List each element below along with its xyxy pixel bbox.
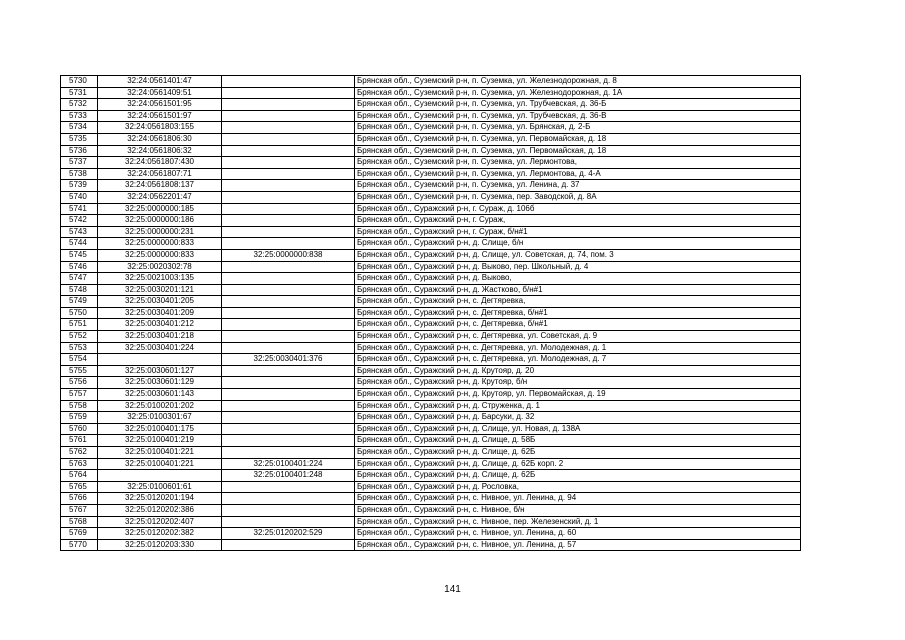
address-cell: Брянская обл., Суражский р-н, с. Нивное, ул. Ленина, д. 94	[355, 493, 801, 505]
table-row	[61, 145, 801, 157]
table-row	[61, 458, 801, 470]
address-cell: Брянская обл., Суражский р-н, д. Рословка,	[355, 481, 801, 493]
linked-cadastral-number-cell	[222, 447, 355, 459]
row-number-cell: 5755	[61, 365, 98, 377]
table-row	[61, 284, 801, 296]
cadastral-number-cell: 32:25:0000000:231	[98, 226, 222, 238]
row-number-cell: 5739	[61, 180, 98, 192]
cadastral-number-cell: 32:25:0120202:407	[98, 516, 222, 528]
table-row	[61, 99, 801, 111]
cadastral-number-cell: 32:25:0020302:78	[98, 261, 222, 273]
linked-cadastral-number-cell	[222, 157, 355, 169]
row-number-cell: 5730	[61, 76, 98, 88]
address-cell: Брянская обл., Суражский р-н, д. Выково,	[355, 273, 801, 285]
address-cell: Брянская обл., Суражский р-н, с. Дегтяревка, ул. Молодежная, д. 7	[355, 354, 801, 366]
linked-cadastral-number-cell	[222, 516, 355, 528]
address-cell: Брянская обл., Суражский р-н, д. Крутояр, б/н	[355, 377, 801, 389]
table-row	[61, 412, 801, 424]
registry-table	[60, 75, 801, 551]
cadastral-number-cell: 32:24:0561501:97	[98, 110, 222, 122]
table-row	[61, 157, 801, 169]
linked-cadastral-number-cell	[222, 215, 355, 227]
table-row	[61, 168, 801, 180]
row-number-cell: 5732	[61, 99, 98, 111]
table-row	[61, 307, 801, 319]
row-number-cell: 5751	[61, 319, 98, 331]
table-row	[61, 539, 801, 551]
address-cell: Брянская обл., Суражский р-н, д. Барсуки, д. 32	[355, 412, 801, 424]
linked-cadastral-number-cell	[222, 122, 355, 134]
table-row	[61, 273, 801, 285]
row-number-cell: 5766	[61, 493, 98, 505]
cadastral-number-cell: 32:24:0561401:47	[98, 76, 222, 88]
cadastral-number-cell: 32:25:0000000:185	[98, 203, 222, 215]
row-number-cell: 5752	[61, 331, 98, 343]
table-row	[61, 400, 801, 412]
table-row	[61, 133, 801, 145]
address-cell: Брянская обл., Суражский р-н, с. Нивное, ул. Ленина, д. 60	[355, 528, 801, 540]
table-row	[61, 76, 801, 88]
linked-cadastral-number-cell	[222, 168, 355, 180]
address-cell: Брянская обл., Суражский р-н, д. Струженка, д. 1	[355, 400, 801, 412]
cadastral-number-cell: 32:24:0561807:71	[98, 168, 222, 180]
table-row	[61, 180, 801, 192]
address-cell: Брянская обл., Суземский р-н, п. Суземка, ул. Железнодорожная, д. 1А	[355, 87, 801, 99]
address-cell: Брянская обл., Суземский р-н, п. Суземка, ул. Лермонтова, д. 4-А	[355, 168, 801, 180]
row-number-cell: 5733	[61, 110, 98, 122]
table-row	[61, 365, 801, 377]
address-cell: Брянская обл., Суземский р-н, п. Суземка, ул. Трубчевская, д. 36-Б	[355, 99, 801, 111]
cadastral-number-cell: 32:24:0561806:30	[98, 133, 222, 145]
linked-cadastral-number-cell	[222, 539, 355, 551]
row-number-cell: 5756	[61, 377, 98, 389]
linked-cadastral-number-cell: 32:25:0100401:224	[222, 458, 355, 470]
linked-cadastral-number-cell: 32:25:0100401:248	[222, 470, 355, 482]
cadastral-number-cell: 32:25:0030401:224	[98, 342, 222, 354]
cadastral-number-cell: 32:25:0030401:209	[98, 307, 222, 319]
row-number-cell: 5735	[61, 133, 98, 145]
table-row	[61, 447, 801, 459]
table-row	[61, 203, 801, 215]
cadastral-number-cell: 32:25:0000000:186	[98, 215, 222, 227]
address-cell: Брянская обл., Суражский р-н, д. Слище, д. 58Б	[355, 435, 801, 447]
cadastral-number-cell: 32:24:0561807:430	[98, 157, 222, 169]
cadastral-number-cell: 32:24:0561803:155	[98, 122, 222, 134]
linked-cadastral-number-cell	[222, 238, 355, 250]
address-cell: Брянская обл., Суражский р-н, д. Слище, ул. Советская, д. 74, пом. 3	[355, 249, 801, 261]
address-cell: Брянская обл., Суражский р-н, с. Дегтяревка, б/н#1	[355, 307, 801, 319]
row-number-cell: 5760	[61, 423, 98, 435]
cadastral-number-cell: 32:25:0100301:67	[98, 412, 222, 424]
row-number-cell: 5749	[61, 296, 98, 308]
table-row	[61, 238, 801, 250]
address-cell: Брянская обл., Суражский р-н, д. Жастково, б/н#1	[355, 284, 801, 296]
table-row	[61, 249, 801, 261]
address-cell: Брянская обл., Суражский р-н, д. Крутояр, д. 20	[355, 365, 801, 377]
registry-table-body	[61, 76, 801, 551]
row-number-cell: 5759	[61, 412, 98, 424]
cadastral-number-cell: 32:25:0000000:833	[98, 249, 222, 261]
row-number-cell: 5743	[61, 226, 98, 238]
address-cell: Брянская обл., Суражский р-н, д. Слище, д. 62Б	[355, 447, 801, 459]
linked-cadastral-number-cell: 32:25:0000000:838	[222, 249, 355, 261]
linked-cadastral-number-cell	[222, 319, 355, 331]
linked-cadastral-number-cell	[222, 261, 355, 273]
row-number-cell: 5770	[61, 539, 98, 551]
address-cell: Брянская обл., Суражский р-н, д. Выково, пер. Школьный, д. 4	[355, 261, 801, 273]
linked-cadastral-number-cell	[222, 400, 355, 412]
table-row	[61, 504, 801, 516]
cadastral-number-cell	[98, 354, 222, 366]
cadastral-number-cell: 32:24:0561806:32	[98, 145, 222, 157]
row-number-cell: 5736	[61, 145, 98, 157]
table-row	[61, 470, 801, 482]
linked-cadastral-number-cell	[222, 331, 355, 343]
row-number-cell: 5742	[61, 215, 98, 227]
address-cell: Брянская обл., Суражский р-н, г. Сураж, д. 106б	[355, 203, 801, 215]
cadastral-number-cell: 32:25:0030401:218	[98, 331, 222, 343]
table-row	[61, 481, 801, 493]
table-row	[61, 493, 801, 505]
linked-cadastral-number-cell	[222, 307, 355, 319]
address-cell: Брянская обл., Суражский р-н, д. Слище, д. 62Б	[355, 470, 801, 482]
linked-cadastral-number-cell	[222, 203, 355, 215]
cadastral-number-cell: 32:25:0120202:386	[98, 504, 222, 516]
cadastral-number-cell: 32:25:0100201:202	[98, 400, 222, 412]
table-row	[61, 516, 801, 528]
linked-cadastral-number-cell: 32:25:0030401:376	[222, 354, 355, 366]
row-number-cell: 5738	[61, 168, 98, 180]
table-row	[61, 122, 801, 134]
cadastral-number-cell: 32:25:0100401:221	[98, 447, 222, 459]
table-row	[61, 296, 801, 308]
table-row	[61, 226, 801, 238]
address-cell: Брянская обл., Суражский р-н, с. Дегтяревка, ул. Молодежная, д. 1	[355, 342, 801, 354]
row-number-cell: 5740	[61, 191, 98, 203]
address-cell: Брянская обл., Суражский р-н, г. Сураж, б/н#1	[355, 226, 801, 238]
linked-cadastral-number-cell	[222, 377, 355, 389]
table-row	[61, 423, 801, 435]
row-number-cell: 5745	[61, 249, 98, 261]
table-row	[61, 331, 801, 343]
row-number-cell: 5746	[61, 261, 98, 273]
linked-cadastral-number-cell	[222, 493, 355, 505]
address-cell: Брянская обл., Суражский р-н, д. Слище, ул. Новая, д. 138А	[355, 423, 801, 435]
row-number-cell: 5764	[61, 470, 98, 482]
linked-cadastral-number-cell	[222, 110, 355, 122]
cadastral-number-cell: 32:25:0100601:61	[98, 481, 222, 493]
table-row	[61, 354, 801, 366]
cadastral-number-cell: 32:24:0561808:137	[98, 180, 222, 192]
linked-cadastral-number-cell	[222, 273, 355, 285]
row-number-cell: 5734	[61, 122, 98, 134]
table-row	[61, 342, 801, 354]
row-number-cell: 5757	[61, 389, 98, 401]
table-row	[61, 528, 801, 540]
linked-cadastral-number-cell	[222, 389, 355, 401]
row-number-cell: 5747	[61, 273, 98, 285]
cadastral-number-cell: 32:25:0030201:121	[98, 284, 222, 296]
address-cell: Брянская обл., Суражский р-н, г. Сураж,	[355, 215, 801, 227]
linked-cadastral-number-cell	[222, 191, 355, 203]
row-number-cell: 5753	[61, 342, 98, 354]
cadastral-number-cell: 32:25:0030601:127	[98, 365, 222, 377]
table-row	[61, 389, 801, 401]
linked-cadastral-number-cell	[222, 226, 355, 238]
linked-cadastral-number-cell	[222, 365, 355, 377]
linked-cadastral-number-cell	[222, 423, 355, 435]
address-cell: Брянская обл., Суземский р-н, п. Суземка, ул. Ленина, д. 37	[355, 180, 801, 192]
linked-cadastral-number-cell	[222, 284, 355, 296]
linked-cadastral-number-cell	[222, 435, 355, 447]
linked-cadastral-number-cell	[222, 504, 355, 516]
row-number-cell: 5763	[61, 458, 98, 470]
linked-cadastral-number-cell	[222, 180, 355, 192]
row-number-cell: 5741	[61, 203, 98, 215]
address-cell: Брянская обл., Суражский р-н, с. Нивное, пер. Железенский, д. 1	[355, 516, 801, 528]
cadastral-number-cell: 32:25:0120203:330	[98, 539, 222, 551]
cadastral-number-cell: 32:25:0030401:212	[98, 319, 222, 331]
linked-cadastral-number-cell: 32:25:0120202:529	[222, 528, 355, 540]
address-cell: Брянская обл., Суражский р-н, с. Дегтяревка, ул. Советская, д. 9	[355, 331, 801, 343]
address-cell: Брянская обл., Суражский р-н, с. Нивное, ул. Ленина, д. 57	[355, 539, 801, 551]
page-number: 141	[444, 584, 461, 595]
address-cell: Брянская обл., Суражский р-н, с. Дегтяревка, б/н#1	[355, 319, 801, 331]
row-number-cell: 5750	[61, 307, 98, 319]
cadastral-number-cell: 32:25:0100401:175	[98, 423, 222, 435]
table-row	[61, 377, 801, 389]
row-number-cell: 5754	[61, 354, 98, 366]
linked-cadastral-number-cell	[222, 133, 355, 145]
address-cell: Брянская обл., Суземский р-н, п. Суземка, ул. Первомайская, д. 18	[355, 145, 801, 157]
address-cell: Брянская обл., Суражский р-н, д. Крутояр, ул. Первомайская, д. 19	[355, 389, 801, 401]
table-row	[61, 215, 801, 227]
linked-cadastral-number-cell	[222, 296, 355, 308]
row-number-cell: 5762	[61, 447, 98, 459]
row-number-cell: 5761	[61, 435, 98, 447]
row-number-cell: 5748	[61, 284, 98, 296]
cadastral-number-cell: 32:25:0120202:382	[98, 528, 222, 540]
row-number-cell: 5737	[61, 157, 98, 169]
address-cell: Брянская обл., Суземский р-н, п. Суземка, ул. Лермонтова,	[355, 157, 801, 169]
cadastral-number-cell: 32:24:0562201:47	[98, 191, 222, 203]
address-cell: Брянская обл., Суземский р-н, п. Суземка, пер. Заводской, д. 8А	[355, 191, 801, 203]
cadastral-number-cell: 32:25:0030601:143	[98, 389, 222, 401]
address-cell: Брянская обл., Суземский р-н, п. Суземка, ул. Трубчевская, д. 36-В	[355, 110, 801, 122]
linked-cadastral-number-cell	[222, 76, 355, 88]
cadastral-number-cell: 32:25:0030401:205	[98, 296, 222, 308]
address-cell: Брянская обл., Суражский р-н, с. Дегтяревка,	[355, 296, 801, 308]
row-number-cell: 5744	[61, 238, 98, 250]
cadastral-number-cell: 32:25:0021003:135	[98, 273, 222, 285]
table-row	[61, 319, 801, 331]
linked-cadastral-number-cell	[222, 87, 355, 99]
row-number-cell: 5769	[61, 528, 98, 540]
table-row	[61, 261, 801, 273]
address-cell: Брянская обл., Суражский р-н, д. Слище, б/н	[355, 238, 801, 250]
row-number-cell: 5768	[61, 516, 98, 528]
linked-cadastral-number-cell	[222, 412, 355, 424]
address-cell: Брянская обл., Суземский р-н, п. Суземка, ул. Брянская, д. 2-Б	[355, 122, 801, 134]
table-row	[61, 435, 801, 447]
cadastral-number-cell: 32:25:0030601:129	[98, 377, 222, 389]
address-cell: Брянская обл., Суражский р-н, с. Нивное, б/н	[355, 504, 801, 516]
row-number-cell: 5765	[61, 481, 98, 493]
address-cell: Брянская обл., Суземский р-н, п. Суземка, ул. Первомайская, д. 18	[355, 133, 801, 145]
linked-cadastral-number-cell	[222, 145, 355, 157]
address-cell: Брянская обл., Суземский р-н, п. Суземка, ул. Железнодорожная, д. 8	[355, 76, 801, 88]
row-number-cell: 5767	[61, 504, 98, 516]
linked-cadastral-number-cell	[222, 342, 355, 354]
cadastral-number-cell: 32:25:0100401:221	[98, 458, 222, 470]
cadastral-number-cell: 32:24:0561409:51	[98, 87, 222, 99]
cadastral-number-cell: 32:25:0120201:194	[98, 493, 222, 505]
address-cell: Брянская обл., Суражский р-н, д. Слище, д. 62Б корп. 2	[355, 458, 801, 470]
cadastral-number-cell: 32:25:0100401:219	[98, 435, 222, 447]
row-number-cell: 5731	[61, 87, 98, 99]
cadastral-number-cell	[98, 470, 222, 482]
table-row	[61, 87, 801, 99]
cadastral-number-cell: 32:24:0561501:95	[98, 99, 222, 111]
linked-cadastral-number-cell	[222, 99, 355, 111]
cadastral-number-cell: 32:25:0000000:833	[98, 238, 222, 250]
row-number-cell: 5758	[61, 400, 98, 412]
table-row	[61, 191, 801, 203]
table-row	[61, 110, 801, 122]
linked-cadastral-number-cell	[222, 481, 355, 493]
